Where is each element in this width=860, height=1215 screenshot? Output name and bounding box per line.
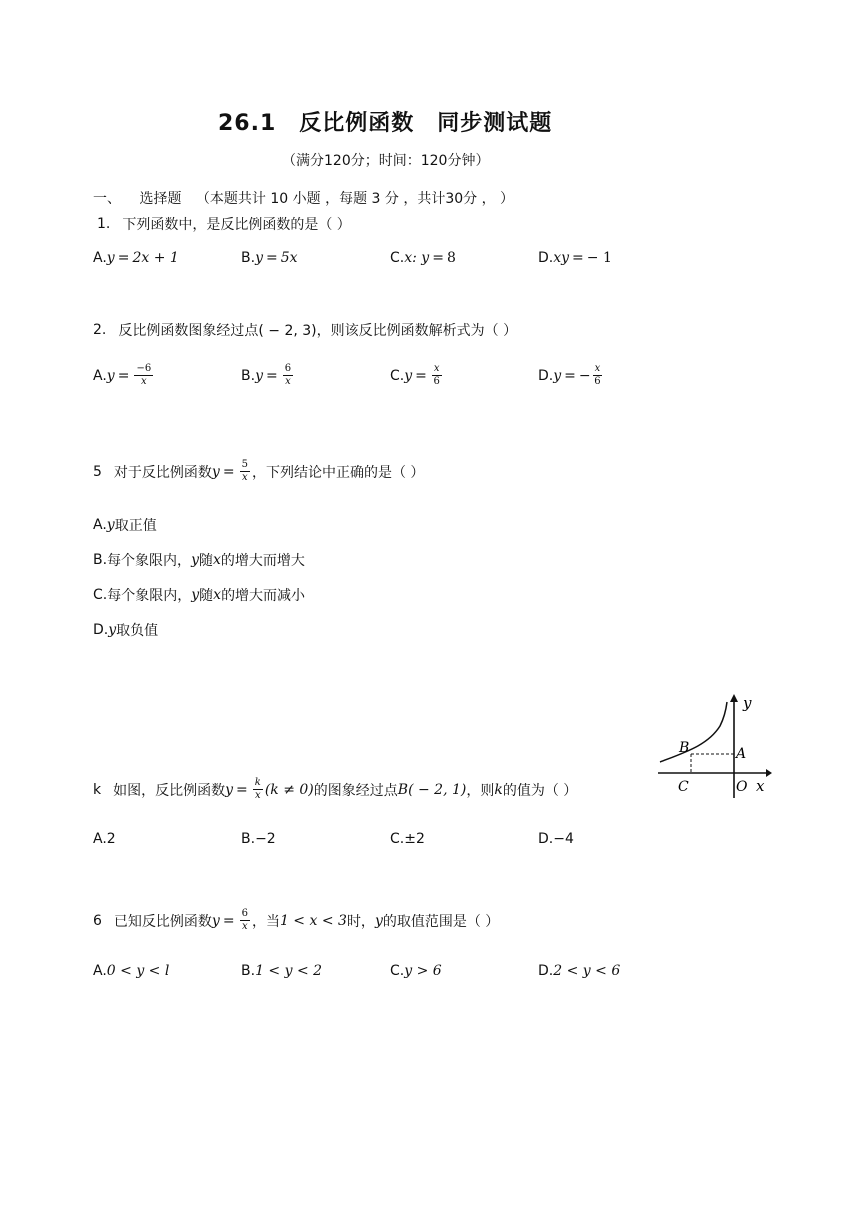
math-var: y [108,622,117,638]
option-text: 取负值 [116,623,159,639]
math-var: y [191,552,199,568]
question-number: k [93,781,102,798]
fraction [283,364,293,387]
math-lhs: y [255,367,263,384]
option-value: 2 < y < 6 [553,963,621,979]
option-1a[interactable] [93,250,179,266]
option-3d[interactable] [93,620,158,640]
option-2d[interactable] [538,364,604,387]
math-rhs: − 1 [586,250,612,266]
section-header [93,188,514,208]
math-var: y [374,912,383,929]
option-4c[interactable] [390,831,425,847]
question-4 [93,778,577,801]
option-letter: D. [538,963,554,979]
option-letter: A. [93,831,107,847]
hyperbola-figure [652,690,772,800]
math-range: 1 < x < 3 [279,912,347,929]
question-number: 1. [97,216,111,232]
question-stem-pre: 对于反比例函数 [113,464,212,481]
option-letter: C. [390,367,405,384]
option-4a[interactable] [93,831,116,847]
option-value: ±2 [404,831,425,847]
question-stem-mid: ，当 [251,913,280,930]
equals-sign: = [117,250,130,266]
option-text: 的增大而减小 [221,588,306,604]
equals-sign: = [222,463,235,480]
fraction-denominator: x [140,376,147,387]
fraction-numerator: x [433,363,440,374]
question-stem: 反比例函数图象经过点( − 2, 3)，则该反比例函数解析式为（ ） [118,323,518,339]
option-letter: D. [538,250,554,266]
option-5a[interactable] [93,963,169,979]
fraction [240,460,250,483]
section-label: 一、 [93,191,121,207]
math-lhs: y [106,367,115,384]
fraction-numerator: −6 [136,363,152,374]
page-title: 26.1 反比例函数 同步测试题 [218,111,553,136]
option-2b[interactable] [241,364,295,387]
figure-label-o: O [736,779,748,795]
math-lhs: y [404,367,413,384]
fraction [134,364,153,387]
option-5c[interactable] [390,963,442,979]
option-value: 0 < y < l [106,963,170,979]
fraction-denominator: x [254,790,261,801]
math-var: x [212,552,221,568]
option-2a[interactable] [93,364,155,387]
math-lhs: y [225,781,234,798]
math-condition: (k ≠ 0) [264,781,314,798]
fraction-denominator: 6 [594,376,601,387]
math-lhs: y [553,367,562,384]
option-5b[interactable] [241,963,322,979]
option-value: y > 6 [404,963,442,979]
option-value: −4 [553,831,574,847]
fraction-denominator: 6 [433,376,440,387]
option-1d[interactable] [538,250,612,266]
fraction-denominator: x [241,921,248,932]
math-var: x [213,587,222,603]
equals-sign: = [415,367,427,384]
equals-sign: = [265,250,278,266]
option-letter: A. [93,517,107,533]
option-3a[interactable] [93,515,157,535]
minus-sign: − [578,367,591,384]
fraction [240,909,250,932]
question-2 [93,320,517,340]
section-name: 选择题 [139,191,182,207]
question-stem-post: 的值为（ ） [502,782,578,799]
y-axis-arrow [730,694,738,702]
fraction-denominator: x [285,376,291,387]
question-number: 2. [93,322,107,338]
math-lhs: x: y [404,250,430,266]
equals-sign: = [265,367,278,384]
question-stem-mid2: ，则 [466,782,495,799]
option-text: 的增大而增大 [220,553,305,569]
question-5 [93,909,499,932]
equals-sign: = [222,912,235,929]
equals-sign: = [117,367,130,384]
math-lhs: y [106,250,115,266]
option-letter: A. [93,250,107,266]
option-letter: D. [538,831,554,847]
equals-sign: = [572,250,584,266]
option-letter: C. [93,587,108,603]
option-3b[interactable] [93,550,305,570]
option-value: 2 [106,831,116,847]
option-4d[interactable] [538,831,574,847]
math-var: k [494,781,503,798]
fraction-numerator: 6 [241,908,248,919]
fraction-numerator: x [594,363,601,374]
fraction-denominator: x [241,472,248,483]
option-letter: D. [93,622,109,638]
figure-label-x: x [756,777,765,795]
x-axis-arrow [766,769,772,777]
option-5d[interactable] [538,963,620,979]
question-1 [97,214,351,234]
option-letter: C. [390,250,405,266]
figure-label-y: y [743,694,752,712]
question-number: 6 [93,912,102,929]
equals-sign: = [564,367,576,384]
math-point: B( − 2, 1) [397,781,467,798]
option-4b[interactable] [241,831,276,847]
fraction [593,364,603,387]
math-rhs: 2x + 1 [132,250,179,266]
fraction-numerator: 5 [241,459,248,470]
option-letter: B. [241,831,256,847]
fraction [253,778,263,801]
page-subtitle: （满分120分；时间：120分钟） [282,153,490,169]
option-value: −2 [255,831,276,847]
hyperbola-curve [660,702,727,762]
math-var: y [106,517,115,533]
option-letter: A. [93,963,107,979]
question-number: 5 [93,463,102,480]
math-lhs: y [211,912,220,929]
equals-sign: = [236,781,248,798]
math-rhs: 5x [280,250,298,266]
fraction-numerator: 6 [284,363,292,374]
question-stem-mid: 的图象经过点 [313,782,398,799]
question-stem: 下列函数中，是反比例函数的是（ ） [122,217,351,233]
section-info: （本题共计 10 小题 ，每题 3 分 ，共计30分 ， ） [195,191,515,207]
option-1c[interactable] [390,250,456,266]
question-stem-pre: 已知反比例函数 [113,913,212,930]
math-lhs: y [211,463,220,480]
option-letter: B. [241,963,256,979]
option-value: 1 < y < 2 [255,963,323,979]
question-stem-pre: 如图，反比例函数 [113,782,226,799]
question-3 [93,460,424,483]
option-1b[interactable] [241,250,298,266]
option-letter: A. [93,367,107,384]
option-text: 取正值 [114,518,157,534]
option-3c[interactable] [93,585,305,605]
option-letter: C. [390,963,405,979]
figure-label-a: A [736,746,747,762]
option-letter: B. [241,250,256,266]
option-text: 每个象限内， [107,553,192,569]
figure-label-b: B [679,740,690,756]
equals-sign: = [432,250,444,266]
fraction-numerator: k [254,777,261,788]
option-2c[interactable] [390,364,444,387]
math-lhs: xy [553,250,570,266]
figure-label-c: C [678,779,689,795]
option-letter: B. [241,367,256,384]
option-text: 随 [199,588,214,604]
question-stem-post: 的取值范围是（ ） [382,913,500,930]
option-text: 随 [198,553,213,569]
math-lhs: y [255,250,263,266]
option-letter: D. [538,367,554,384]
question-stem-post: ，下列结论中正确的是（ ） [251,464,425,481]
option-letter: B. [93,552,108,568]
option-letter: C. [390,831,405,847]
option-text: 每个象限内， [107,588,192,604]
fraction [432,364,442,387]
question-stem-mid2: 时， [346,913,375,930]
math-var: y [191,587,200,603]
math-rhs: 8 [446,250,456,266]
